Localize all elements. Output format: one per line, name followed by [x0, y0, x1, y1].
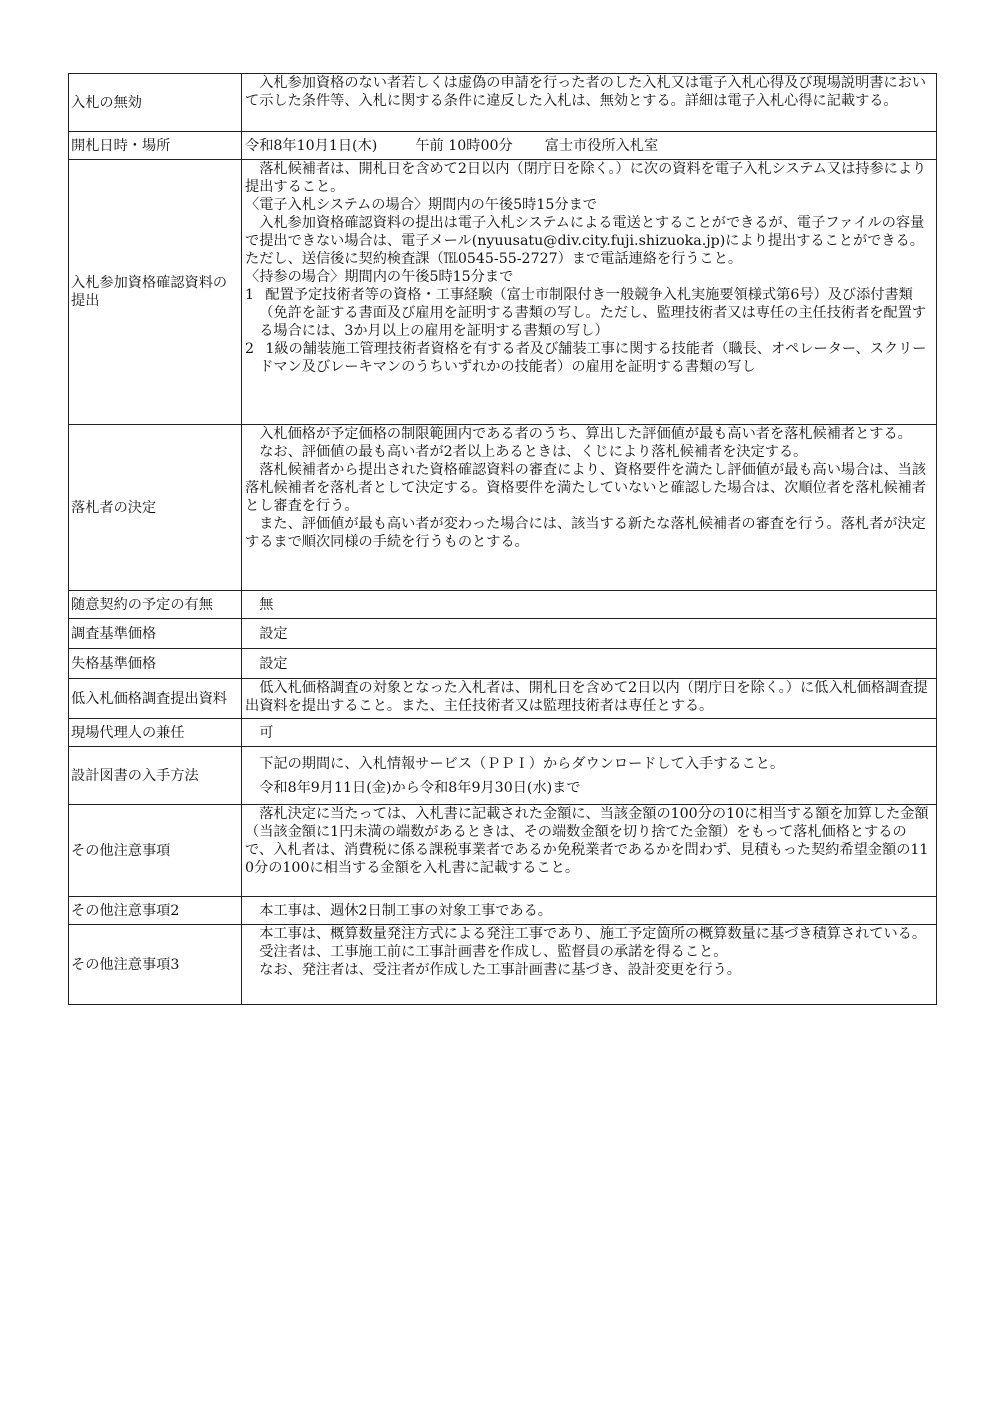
row-value: 無 — [242, 591, 937, 619]
bid-conditions-table — [68, 73, 937, 1005]
paragraph: 本工事は、週休2日制工事の対象工事である。 — [259, 902, 552, 919]
row-content — [242, 132, 937, 160]
item-text: 1級の舗装施工管理技術者資格を有する者及び舗装工事に関する技能者（職長、オペレーター、スクリードマン及びレーキマンのうちいずれかの技能者）の雇用を証明する書類の写し — [259, 341, 927, 375]
row-content — [242, 425, 937, 591]
row-content — [242, 897, 937, 925]
row-content — [242, 747, 937, 805]
row-value: 設定 — [242, 649, 937, 679]
row-value: 可 — [242, 719, 937, 747]
table-row — [69, 897, 937, 925]
table-row — [69, 160, 937, 425]
opening-time: 午前 10時00分 — [415, 137, 513, 154]
table-row — [69, 132, 937, 160]
row-label: 設計図書の入手方法 — [69, 747, 242, 805]
row-label: 入札の無効 — [69, 74, 242, 132]
row-label: 失格基準価格 — [69, 649, 242, 679]
row-label: 現場代理人の兼任 — [69, 719, 242, 747]
paragraph: 落札決定に当たっては、入札書に記載された金額に、当該金額の100分の10に相当する額を加算した金額（当該金額に1円未満の端数があるときは、その端数金額を切り捨てた金額）をもって落札価格とするので、入札者は、消費税に係る課税事業者であるか免税業者であるかを問わず、見積もった契約希望金額の110分の100に相当する金額を入札書に記載すること。 — [245, 806, 929, 876]
opening-date: 令和8年10月1日(木) — [245, 137, 378, 154]
paragraph: 入札参加資格確認資料の提出は電子入札システムによる電送とすることができるが、電子ファイルの容量で提出できない場合は、電子メール(nyuusatu@div.city.fuji.shizuoka.jp)により提出することができる。ただし、送信後に契約検査課（℡0545-55-2727）まで電話連絡を行うこと。 — [245, 215, 925, 267]
row-content — [242, 805, 937, 897]
paragraph: 本工事は、概算数量発注方式による発注工事であり、施工予定箇所の概算数量に基づき積算されている。 — [259, 926, 927, 942]
table-row — [69, 425, 937, 591]
row-label: 随意契約の予定の有無 — [69, 591, 242, 619]
table-row — [69, 619, 937, 649]
item-number: 2 — [245, 341, 255, 357]
paragraph: なお、評価値の最も高い者が2者以上あるときは、くじにより落札候補者を決定する。 — [259, 444, 808, 460]
paragraph: また、評価値が最も高い者が変わった場合には、該当する新たな落札候補者の審査を行う。落札者が決定するまで順次同様の手続を行うものとする。 — [245, 516, 926, 550]
list-item — [245, 286, 933, 340]
paragraph: 下記の期間に、入札情報サービス（ＰＰＩ）からダウンロードして入手すること。 — [259, 755, 785, 772]
paragraph: 落札候補者から提出された資格確認資料の審査により、資格要件を満たし評価値が最も高い場合は、当該落札候補者を落札者として決定する。資格要件を満たしていないと確認した場合は、次順位者を落札候補者とし審査を行う。 — [245, 462, 927, 514]
row-label: 調査基準価格 — [69, 619, 242, 649]
row-content — [242, 74, 937, 132]
table-row — [69, 679, 937, 719]
item-text: 配置予定技術者等の資格・工事経験（富士市制限付き一般競争入札実施要領様式第6号）及び添付書類（免許を証する書面及び雇用を証明する書類の写し。ただし、監理技術者又は専任の主任技術者を配置する場合には、3か月以上の雇用を証明する書類の写し） — [259, 287, 927, 339]
paragraph: なお、発注者は、受注者が作成した工事計画書に基づき、設計変更を行う。 — [259, 962, 741, 978]
table-row — [69, 649, 937, 679]
row-label: 入札参加資格確認資料の提出 — [69, 160, 242, 425]
subheading: 〈電子入札システムの場合〉期間内の午後5時15分まで — [245, 197, 597, 213]
table-row — [69, 719, 937, 747]
row-content — [242, 925, 937, 1005]
paragraph: 入札価格が予定価格の制限範囲内である者のうち、算出した評価値が最も高い者を落札候補者とする。 — [259, 426, 912, 442]
table-row — [69, 805, 937, 897]
opening-place: 富士市役所入札室 — [544, 137, 659, 154]
row-label: その他注意事項3 — [69, 925, 242, 1005]
row-content — [242, 160, 937, 425]
row-label: その他注意事項2 — [69, 897, 242, 925]
download-period: 令和8年9月11日(金)から令和8年9月30日(水)まで — [259, 779, 581, 796]
list-item — [245, 340, 933, 376]
row-value: 設定 — [242, 619, 937, 649]
item-number: 1 — [245, 287, 255, 303]
row-label: 落札者の決定 — [69, 425, 242, 591]
table-row — [69, 74, 937, 132]
paragraph: 入札参加資格のない者若しくは虚偽の申請を行った者のした入札又は電子入札心得及び現場説明書において示した条件等、入札に関する条件に違反した入札は、無効とする。詳細は電子入札心得に記載する。 — [245, 75, 927, 109]
paragraph: 受注者は、工事施工前に工事計画書を作成し、監督員の承諾を得ること。 — [259, 944, 728, 960]
row-content — [242, 679, 937, 719]
subheading: 〈持参の場合〉期間内の午後5時15分まで — [245, 269, 514, 285]
paragraph: 落札候補者は、開札日を含めて2日以内（閉庁日を除く。）に次の資料を電子入札システム又は持参により提出すること。 — [245, 161, 927, 195]
row-label: 開札日時・場所 — [69, 132, 242, 160]
paragraph: 低入札価格調査の対象となった入札者は、開札日を含めて2日以内（閉庁日を除く。）に低入札価格調査提出資料を提出すること。また、主任技術者又は監理技術者は専任とする。 — [245, 680, 928, 714]
row-label: その他注意事項 — [69, 805, 242, 897]
row-label: 低入札価格調査提出資料 — [69, 679, 242, 719]
table-row — [69, 925, 937, 1005]
table-row — [69, 591, 937, 619]
table-row — [69, 747, 937, 805]
